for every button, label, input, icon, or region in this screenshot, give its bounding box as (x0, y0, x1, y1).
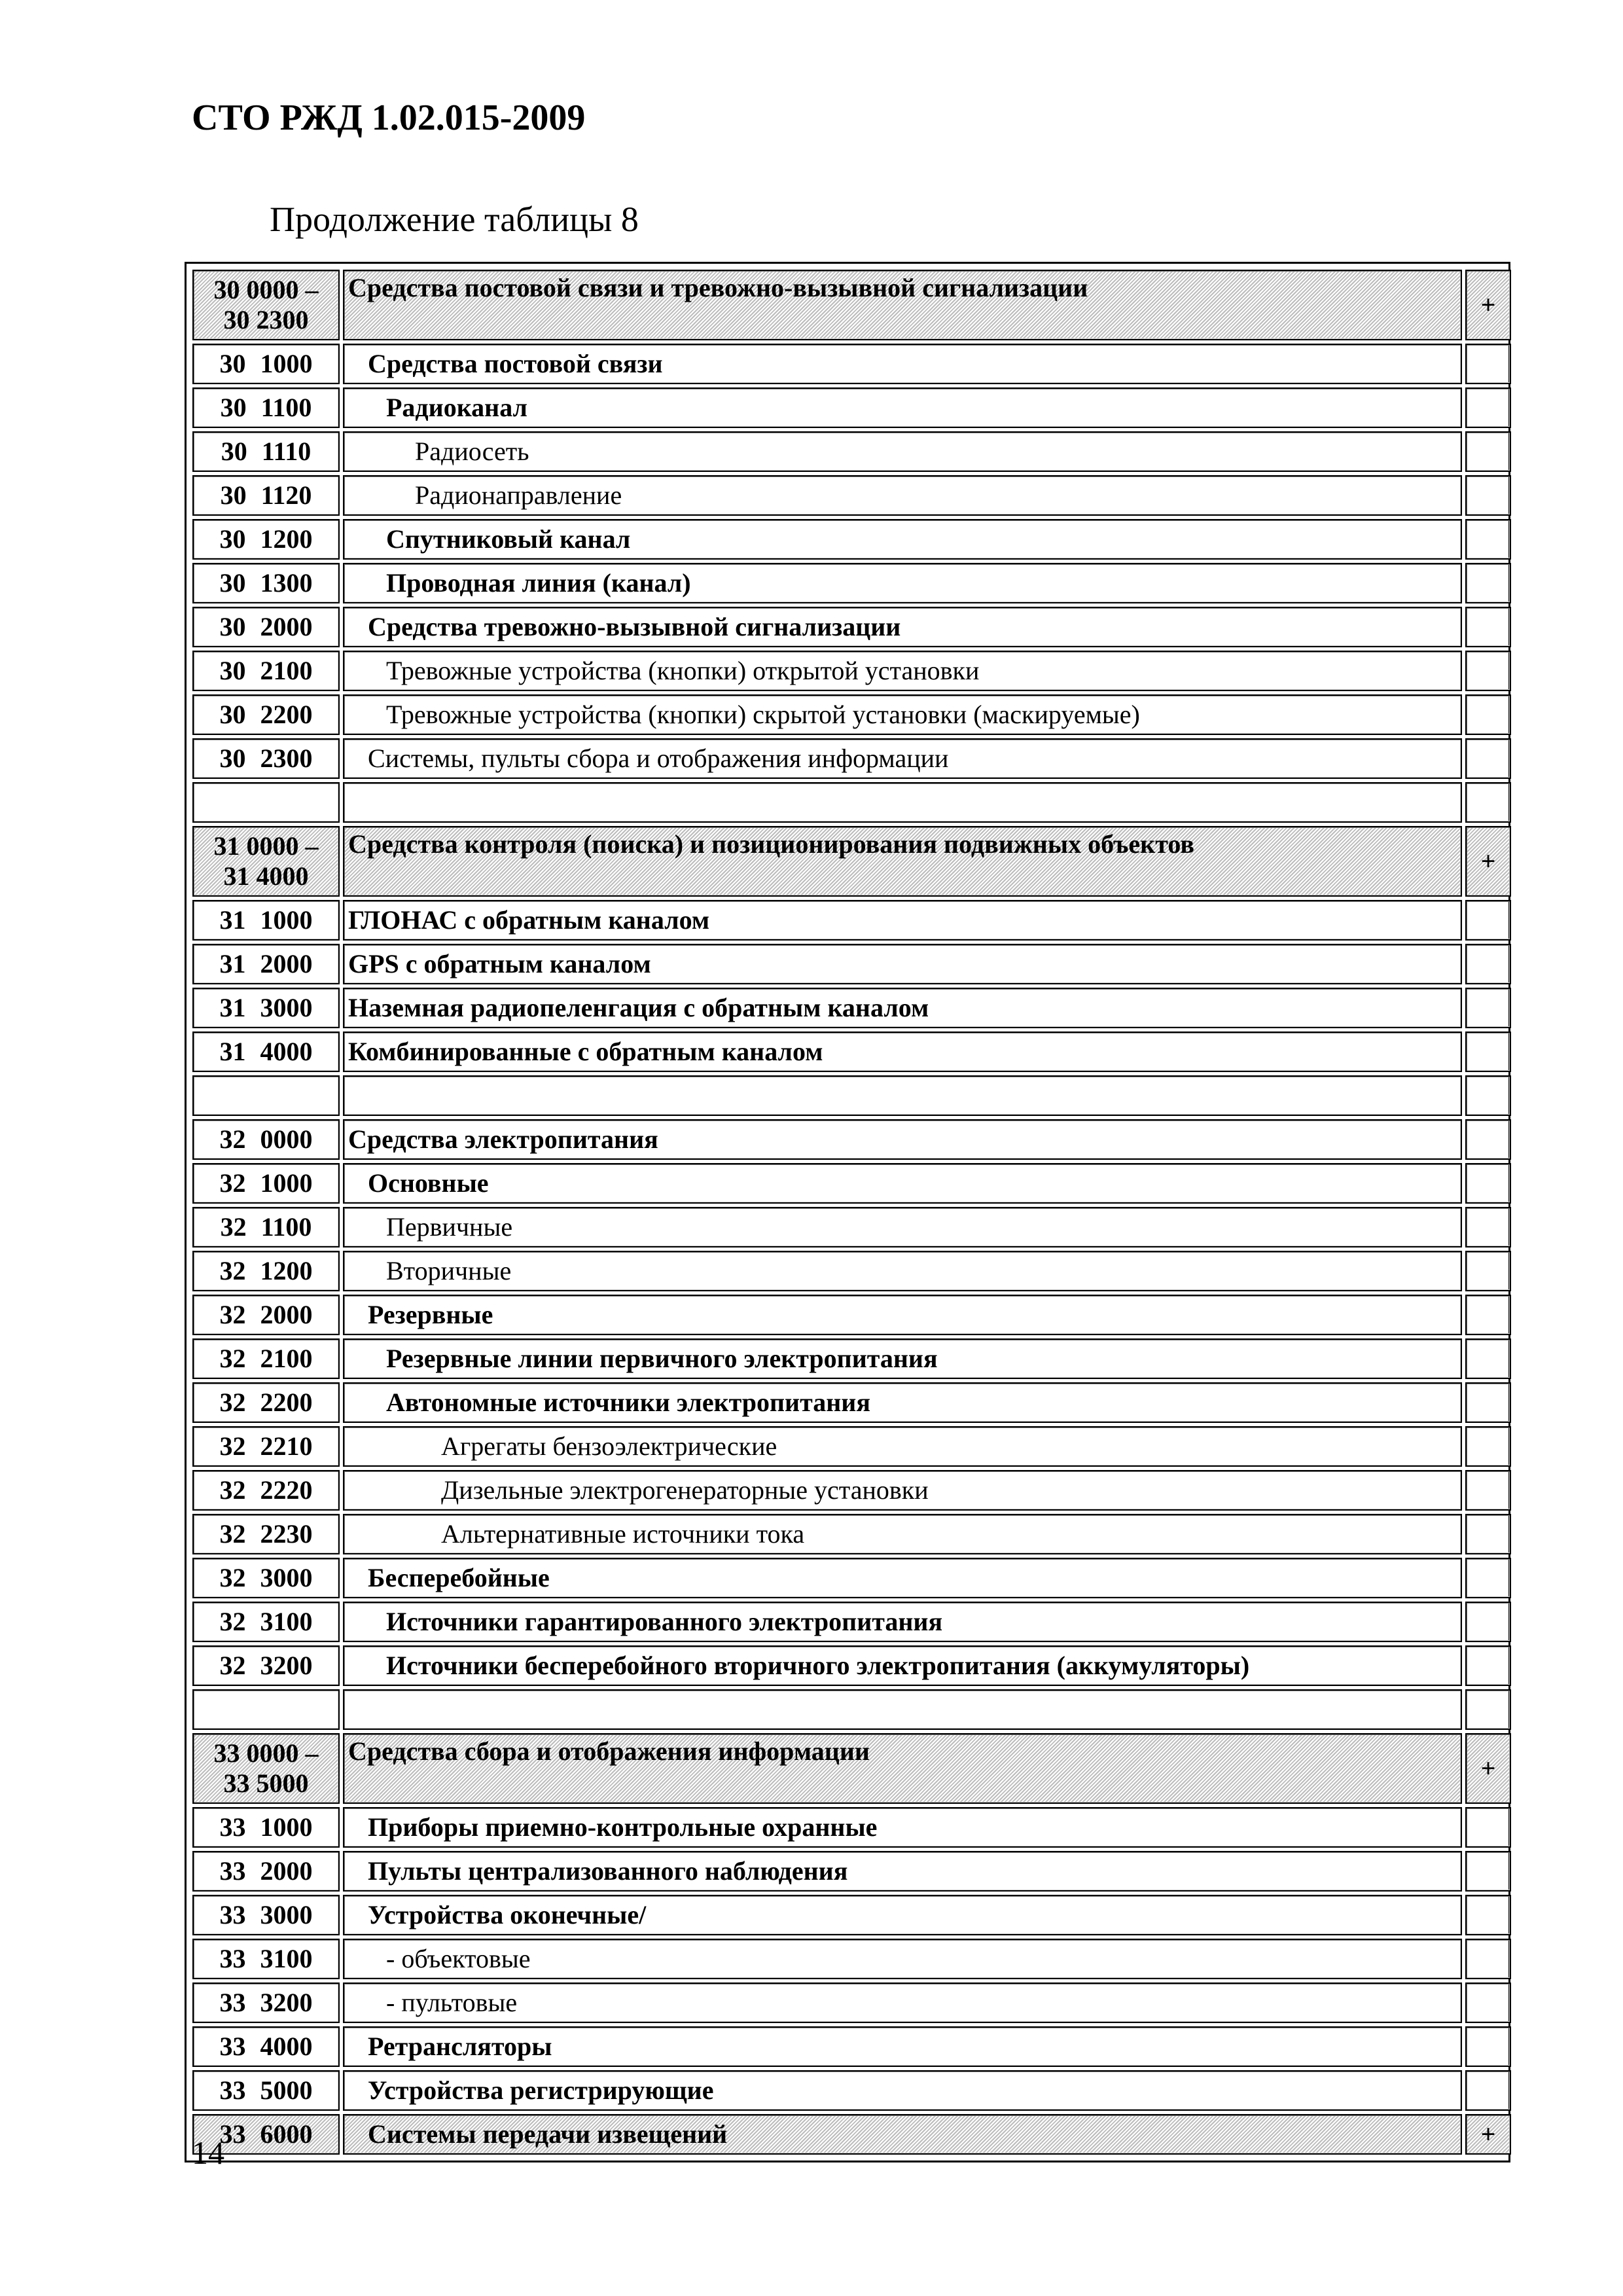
code-class: 31 (219, 949, 246, 978)
table-row (192, 988, 1511, 1028)
code-number: 3200 (260, 1988, 313, 2017)
code-class: 32 (219, 1607, 246, 1636)
mark-cell (1465, 900, 1511, 941)
code-class: 32 (219, 1475, 246, 1505)
code-cell (192, 1602, 340, 1642)
mark-cell: + (1465, 2114, 1511, 2155)
table-row (192, 431, 1511, 472)
mark-cell (1465, 1207, 1511, 1247)
mark-cell (1465, 944, 1511, 984)
code-cell (192, 694, 340, 735)
mark-cell (1465, 1514, 1511, 1554)
table-row (192, 944, 1511, 984)
code-cell (192, 1382, 340, 1423)
code-cell (192, 607, 340, 647)
code-cell (192, 2070, 340, 2111)
name-cell: Источники бесперебойного вторичного электропитания (аккумуляторы) (343, 1645, 1462, 1686)
mark-cell (1465, 738, 1511, 779)
code-cell (192, 1338, 340, 1379)
table-row (192, 1851, 1511, 1892)
code-class: 30 (219, 744, 246, 773)
code-class: 33 (219, 1944, 246, 1973)
code-class: 32 (219, 1256, 246, 1285)
name-cell: Радиоканал (343, 387, 1462, 428)
code-number: 2000 (260, 612, 313, 641)
name-cell: Системы передачи извещений (343, 2114, 1462, 2155)
code-number: 1100 (260, 393, 312, 422)
name-cell: - пультовые (343, 1982, 1462, 2023)
code-class: 30 (219, 568, 246, 598)
code-number: 4000 (260, 1037, 313, 1066)
table-row (192, 1645, 1511, 1686)
empty-cell (192, 1075, 340, 1116)
code-range-end: 31 4000 (223, 861, 309, 891)
code-cell (192, 387, 340, 428)
empty-cell (1465, 782, 1511, 823)
name-cell: Альтернативные источники тока (343, 1514, 1462, 1554)
table-row (192, 1426, 1511, 1467)
page-number: 14 (192, 2134, 224, 2171)
code-number: 2000 (260, 949, 313, 978)
name-cell: Средства постовой связи и тревожно-вызывной сигнализации (343, 270, 1462, 340)
mark-cell (1465, 344, 1511, 384)
code-class: 30 (219, 612, 246, 641)
table-row (192, 1982, 1511, 2023)
table-row (192, 475, 1511, 516)
empty-row (192, 1689, 1511, 1730)
table-row (192, 1338, 1511, 1379)
name-cell: Спутниковый канал (343, 519, 1462, 560)
code-cell (192, 270, 340, 340)
empty-cell (192, 782, 340, 823)
table-row (192, 694, 1511, 735)
code-number: 1000 (260, 349, 313, 378)
mark-cell (1465, 1939, 1511, 1979)
name-cell: Устройства оконечные/ (343, 1895, 1462, 1935)
mark-cell (1465, 1119, 1511, 1160)
code-cell (192, 1939, 340, 1979)
mark-cell (1465, 2070, 1511, 2111)
code-number: 2210 (260, 1431, 313, 1461)
empty-cell (343, 782, 1462, 823)
empty-cell (343, 1689, 1462, 1730)
mark-cell (1465, 1295, 1511, 1335)
table-row (192, 1558, 1511, 1598)
code-cell (192, 1645, 340, 1686)
code-number: 2300 (260, 744, 313, 773)
table-row (192, 1602, 1511, 1642)
code-cell (192, 1119, 340, 1160)
table-row (192, 1470, 1511, 1511)
name-cell: Проводная линия (канал) (343, 563, 1462, 603)
code-cell (192, 1733, 340, 1804)
mark-cell: + (1465, 270, 1511, 340)
code-class: 32 (220, 1212, 247, 1242)
empty-cell (192, 1689, 340, 1730)
table-row (192, 519, 1511, 560)
table-row (192, 651, 1511, 691)
code-number: 1000 (260, 1812, 313, 1842)
name-cell: Средства сбора и отображения информации (343, 1733, 1462, 1804)
mark-cell (1465, 431, 1511, 472)
code-number: 3100 (260, 1944, 313, 1973)
code-class: 31 (219, 993, 246, 1022)
code-number: 1110 (261, 437, 312, 466)
name-cell: Тревожные устройства (кнопки) скрытой установки (маскируемые) (343, 694, 1462, 735)
mark-cell (1465, 1031, 1511, 1072)
table-row (192, 1207, 1511, 1247)
code-cell (192, 738, 340, 779)
table-row (192, 1895, 1511, 1935)
name-cell: Резервные (343, 1295, 1462, 1335)
code-cell (192, 1031, 340, 1072)
group-row (192, 270, 1511, 340)
code-cell (192, 1163, 340, 1204)
code-cell (192, 944, 340, 984)
name-cell: Бесперебойные (343, 1558, 1462, 1598)
name-cell: GPS с обратным каналом (343, 944, 1462, 984)
name-cell: Приборы приемно-контрольные охранные (343, 1807, 1462, 1848)
mark-cell (1465, 607, 1511, 647)
code-cell (192, 519, 340, 560)
mark-cell (1465, 1558, 1511, 1598)
mark-cell (1465, 1982, 1511, 2023)
code-number: 2100 (260, 656, 313, 685)
table-row (192, 1295, 1511, 1335)
code-class: 30 (221, 437, 247, 466)
code-number: 1100 (260, 1212, 312, 1242)
table-row (192, 2026, 1511, 2067)
code-class: 33 (219, 1856, 246, 1886)
code-cell (192, 900, 340, 941)
code-class: 33 (219, 2032, 246, 2061)
code-class: 33 (219, 2075, 246, 2105)
table-row (192, 1514, 1511, 1554)
mark-cell (1465, 651, 1511, 691)
name-cell: Комбинированные с обратным каналом (343, 1031, 1462, 1072)
code-cell (192, 1807, 340, 1848)
code-cell (192, 431, 340, 472)
code-class: 32 (219, 1124, 246, 1154)
name-cell: Вторичные (343, 1251, 1462, 1291)
code-number: 1200 (260, 524, 313, 554)
code-range-end: 33 5000 (223, 1768, 309, 1798)
table-row (192, 1939, 1511, 1979)
code-cell (192, 563, 340, 603)
code-class: 30 (219, 700, 246, 729)
code-cell (192, 1251, 340, 1291)
code-cell (192, 651, 340, 691)
name-cell: Автономные источники электропитания (343, 1382, 1462, 1423)
code-number: 1000 (260, 1168, 313, 1198)
name-cell: Источники гарантированного электропитания (343, 1602, 1462, 1642)
empty-row (192, 782, 1511, 823)
code-cell (192, 1514, 340, 1554)
code-class: 32 (219, 1651, 246, 1680)
code-number: 6000 (260, 2119, 313, 2149)
mark-cell (1465, 1426, 1511, 1467)
code-number: 2000 (260, 1300, 313, 1329)
code-number: 3200 (260, 1651, 313, 1680)
name-cell: Устройства регистрирующие (343, 2070, 1462, 2111)
mark-cell: + (1465, 826, 1511, 897)
code-number: 3000 (260, 993, 313, 1022)
name-cell: Средства постовой связи (343, 344, 1462, 384)
empty-row (192, 1075, 1511, 1116)
code-range-start: 30 0000 – (213, 275, 319, 304)
table-row (192, 738, 1511, 779)
name-cell: Агрегаты бензоэлектрические (343, 1426, 1462, 1467)
empty-cell (1465, 1689, 1511, 1730)
table-row (192, 1807, 1511, 1848)
table-row (192, 1382, 1511, 1423)
code-number: 2200 (260, 1388, 313, 1417)
code-class: 31 (219, 1037, 246, 1066)
code-class: 30 (219, 524, 246, 554)
code-number: 1000 (260, 905, 313, 935)
code-number: 3000 (260, 1900, 313, 1929)
code-cell (192, 1895, 340, 1935)
name-cell: Наземная радиопеленгация с обратным каналом (343, 988, 1462, 1028)
mark-cell (1465, 1338, 1511, 1379)
code-class: 31 (219, 905, 246, 935)
code-number: 0000 (260, 1124, 313, 1154)
classification-table-frame (185, 262, 1510, 2162)
code-class: 33 (219, 1988, 246, 2017)
code-number: 1300 (260, 568, 313, 598)
mark-cell (1465, 563, 1511, 603)
table-row (192, 387, 1511, 428)
code-number: 2230 (260, 1519, 313, 1549)
mark-cell: + (1465, 1733, 1511, 1804)
group-row (192, 2114, 1511, 2155)
code-cell (192, 1982, 340, 2023)
mark-cell (1465, 2026, 1511, 2067)
group-row (192, 1733, 1511, 1804)
code-cell (192, 1295, 340, 1335)
code-number: 2200 (260, 700, 313, 729)
mark-cell (1465, 1602, 1511, 1642)
mark-cell (1465, 519, 1511, 560)
name-cell: Системы, пульты сбора и отображения информации (343, 738, 1462, 779)
mark-cell (1465, 1895, 1511, 1935)
code-cell (192, 344, 340, 384)
table-row (192, 344, 1511, 384)
table-row (192, 607, 1511, 647)
mark-cell (1465, 1251, 1511, 1291)
code-number: 2000 (260, 1856, 313, 1886)
table-caption: Продолжение таблицы 8 (270, 200, 639, 239)
name-cell: - объектовые (343, 1939, 1462, 1979)
table-row (192, 1119, 1511, 1160)
code-number: 1200 (260, 1256, 313, 1285)
code-class: 33 (219, 1812, 246, 1842)
code-cell (192, 826, 340, 897)
table-row (192, 563, 1511, 603)
code-class: 32 (219, 1431, 246, 1461)
name-cell: Средства контроля (поиска) и позиционирования подвижных объектов (343, 826, 1462, 897)
code-number: 3100 (260, 1607, 313, 1636)
name-cell: Основные (343, 1163, 1462, 1204)
code-class: 33 (219, 2119, 246, 2149)
code-cell (192, 1207, 340, 1247)
name-cell: Пульты централизованного наблюдения (343, 1851, 1462, 1892)
code-cell (192, 1558, 340, 1598)
code-class: 30 (219, 656, 246, 685)
code-number: 1120 (260, 480, 312, 510)
name-cell: Дизельные электрогенераторные установки (343, 1470, 1462, 1511)
mark-cell (1465, 694, 1511, 735)
table-row (192, 900, 1511, 941)
empty-cell (1465, 1075, 1511, 1116)
name-cell: Первичные (343, 1207, 1462, 1247)
code-range-end: 30 2300 (223, 305, 309, 334)
code-class: 33 (219, 1900, 246, 1929)
group-row (192, 826, 1511, 897)
name-cell: Радионаправление (343, 475, 1462, 516)
code-number: 2220 (260, 1475, 313, 1505)
table-row (192, 1251, 1511, 1291)
table-row (192, 2070, 1511, 2111)
document-header: СТО РЖД 1.02.015-2009 (192, 98, 586, 138)
code-range-start: 31 0000 – (213, 831, 319, 861)
code-number: 3000 (260, 1563, 313, 1592)
mark-cell (1465, 1382, 1511, 1423)
code-number: 5000 (260, 2075, 313, 2105)
code-cell (192, 2026, 340, 2067)
classification-table (189, 266, 1514, 2158)
code-cell (192, 1851, 340, 1892)
code-class: 32 (219, 1344, 246, 1373)
code-class: 32 (219, 1519, 246, 1549)
code-class: 30 (220, 480, 247, 510)
code-number: 2100 (260, 1344, 313, 1373)
mark-cell (1465, 387, 1511, 428)
mark-cell (1465, 1470, 1511, 1511)
name-cell: Ретрансляторы (343, 2026, 1462, 2067)
table-row (192, 1031, 1511, 1072)
empty-cell (343, 1075, 1462, 1116)
code-cell (192, 988, 340, 1028)
table-body (192, 270, 1511, 2155)
mark-cell (1465, 1807, 1511, 1848)
name-cell: Средства электропитания (343, 1119, 1462, 1160)
name-cell: Резервные линии первичного электропитания (343, 1338, 1462, 1379)
code-class: 30 (220, 393, 247, 422)
code-number: 4000 (260, 2032, 313, 2061)
code-cell (192, 1470, 340, 1511)
code-class: 30 (219, 349, 246, 378)
mark-cell (1465, 1163, 1511, 1204)
code-class: 32 (219, 1563, 246, 1592)
code-cell (192, 1426, 340, 1467)
mark-cell (1465, 475, 1511, 516)
mark-cell (1465, 1851, 1511, 1892)
code-class: 32 (219, 1300, 246, 1329)
mark-cell (1465, 1645, 1511, 1686)
mark-cell (1465, 988, 1511, 1028)
name-cell: Тревожные устройства (кнопки) открытой установки (343, 651, 1462, 691)
name-cell: Радиосеть (343, 431, 1462, 472)
code-cell (192, 475, 340, 516)
name-cell: Средства тревожно-вызывной сигнализации (343, 607, 1462, 647)
table-row (192, 1163, 1511, 1204)
code-class: 32 (219, 1168, 246, 1198)
code-class: 32 (219, 1388, 246, 1417)
name-cell: ГЛОНАС с обратным каналом (343, 900, 1462, 941)
code-range-start: 33 0000 – (213, 1738, 319, 1768)
